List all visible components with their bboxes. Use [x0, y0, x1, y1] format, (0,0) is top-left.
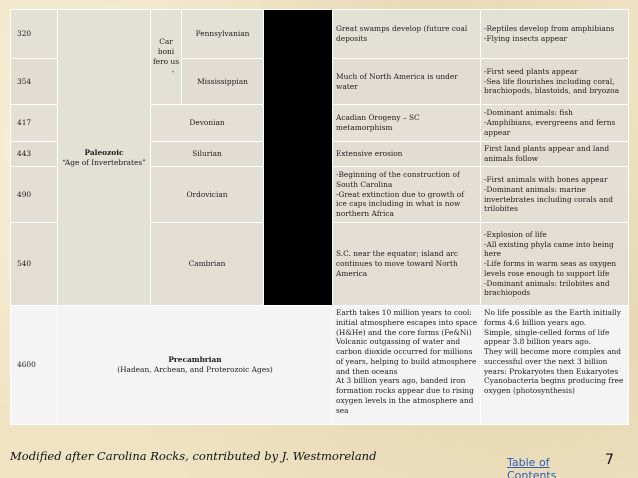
period-cell: Ordovician — [151, 167, 264, 223]
period-cell: Devonian — [151, 105, 264, 142]
events-cell: Extensive erosion — [333, 142, 481, 167]
age-cell: 354 — [11, 59, 58, 105]
black-column-block — [264, 10, 333, 306]
era-subtitle: “Age of Invertebrates” — [62, 157, 146, 167]
era-subtitle: (Hadean, Archean, and Proterozoic Ages) — [117, 365, 273, 374]
period-cell: Cambrian — [151, 223, 264, 306]
table-row — [11, 10, 629, 59]
life-cell: -Explosion of life -All existing phyla came into being here -Life forms in warm seas as oxygen levels rose enough to support life -Dominant animals: trilobites and brachiopods — [481, 223, 629, 306]
geologic-time-table — [10, 9, 629, 425]
age-cell: 417 — [11, 105, 58, 142]
events-cell: Much of North America is under water — [333, 59, 481, 105]
subperiod-cell — [151, 10, 182, 105]
life-cell: First land plants appear and land animals follow — [481, 142, 629, 167]
era-cell-precambrian — [58, 306, 333, 425]
era-name: Paleozoic — [84, 147, 124, 157]
era-cell-paleozoic — [58, 10, 151, 306]
table-row — [11, 306, 629, 425]
subperiod-mark: - — [171, 66, 175, 76]
life-cell: -Reptiles develop from amphibians -Flying insects appear — [481, 10, 629, 59]
period-cell: Pennsylvanian — [182, 10, 264, 59]
life-cell: No life possible as the Earth initially forms 4.6 billion years ago. Simple, single-celled forms of life appear 3.8 billion years ago. They will become more complex and successful over the next 3 billion years: Prokaryotes then Eukaryotes Cyanobacteria begins producing free oxygen (photosynthesis) — [481, 306, 629, 425]
life-cell: -First animals with bones appear -Dominant animals: marine invertebrates including corals and trilobites — [481, 167, 629, 223]
events-cell: S.C. near the equator; island arc continues to move toward North America — [333, 223, 481, 306]
age-cell: 490 — [11, 167, 58, 223]
life-cell: -Dominant animals: fish -Amphibians, evergreens and ferns appear — [481, 105, 629, 142]
events-cell: Earth takes 10 million years to cool: initial atmosphere escapes into space (H&He) and the core forms (Fe&Ni) Volcanic outgassing of water and carbon dioxide occurred for millions of years, helping to build atmosphere and then oceans At 3 billion years ago, banded iron formation rocks appear due to rising oxygen levels in the atmosphere and sea — [333, 306, 481, 425]
subperiod-label: Car boni fero us — [153, 37, 179, 66]
events-cell: Acadian Orogeny – SC metamorphism — [333, 105, 481, 142]
era-name: Precambrian — [168, 355, 222, 365]
age-cell: 540 — [11, 223, 58, 306]
age-cell: 320 — [11, 10, 58, 59]
source-credit: Modified after Carolina Rocks, contributed by J. Westmoreland — [10, 449, 377, 463]
period-cell: Silurian — [151, 142, 264, 167]
table-of-contents-link[interactable]: Table of Contents — [507, 456, 557, 478]
age-cell: 4600 — [11, 306, 58, 425]
life-cell: -First seed plants appear -Sea life flourishes including coral, brachiopods, blastoids, and bryozoa — [481, 59, 629, 105]
events-cell: Great swamps develop (future coal deposits — [333, 10, 481, 59]
age-cell: 443 — [11, 142, 58, 167]
events-cell: -Beginning of the construction of South Carolina -Great extinction due to growth of ice caps including in what is now northern Africa — [333, 167, 481, 223]
period-cell: Mississippian — [182, 59, 264, 105]
page-number: 7 — [605, 452, 614, 468]
